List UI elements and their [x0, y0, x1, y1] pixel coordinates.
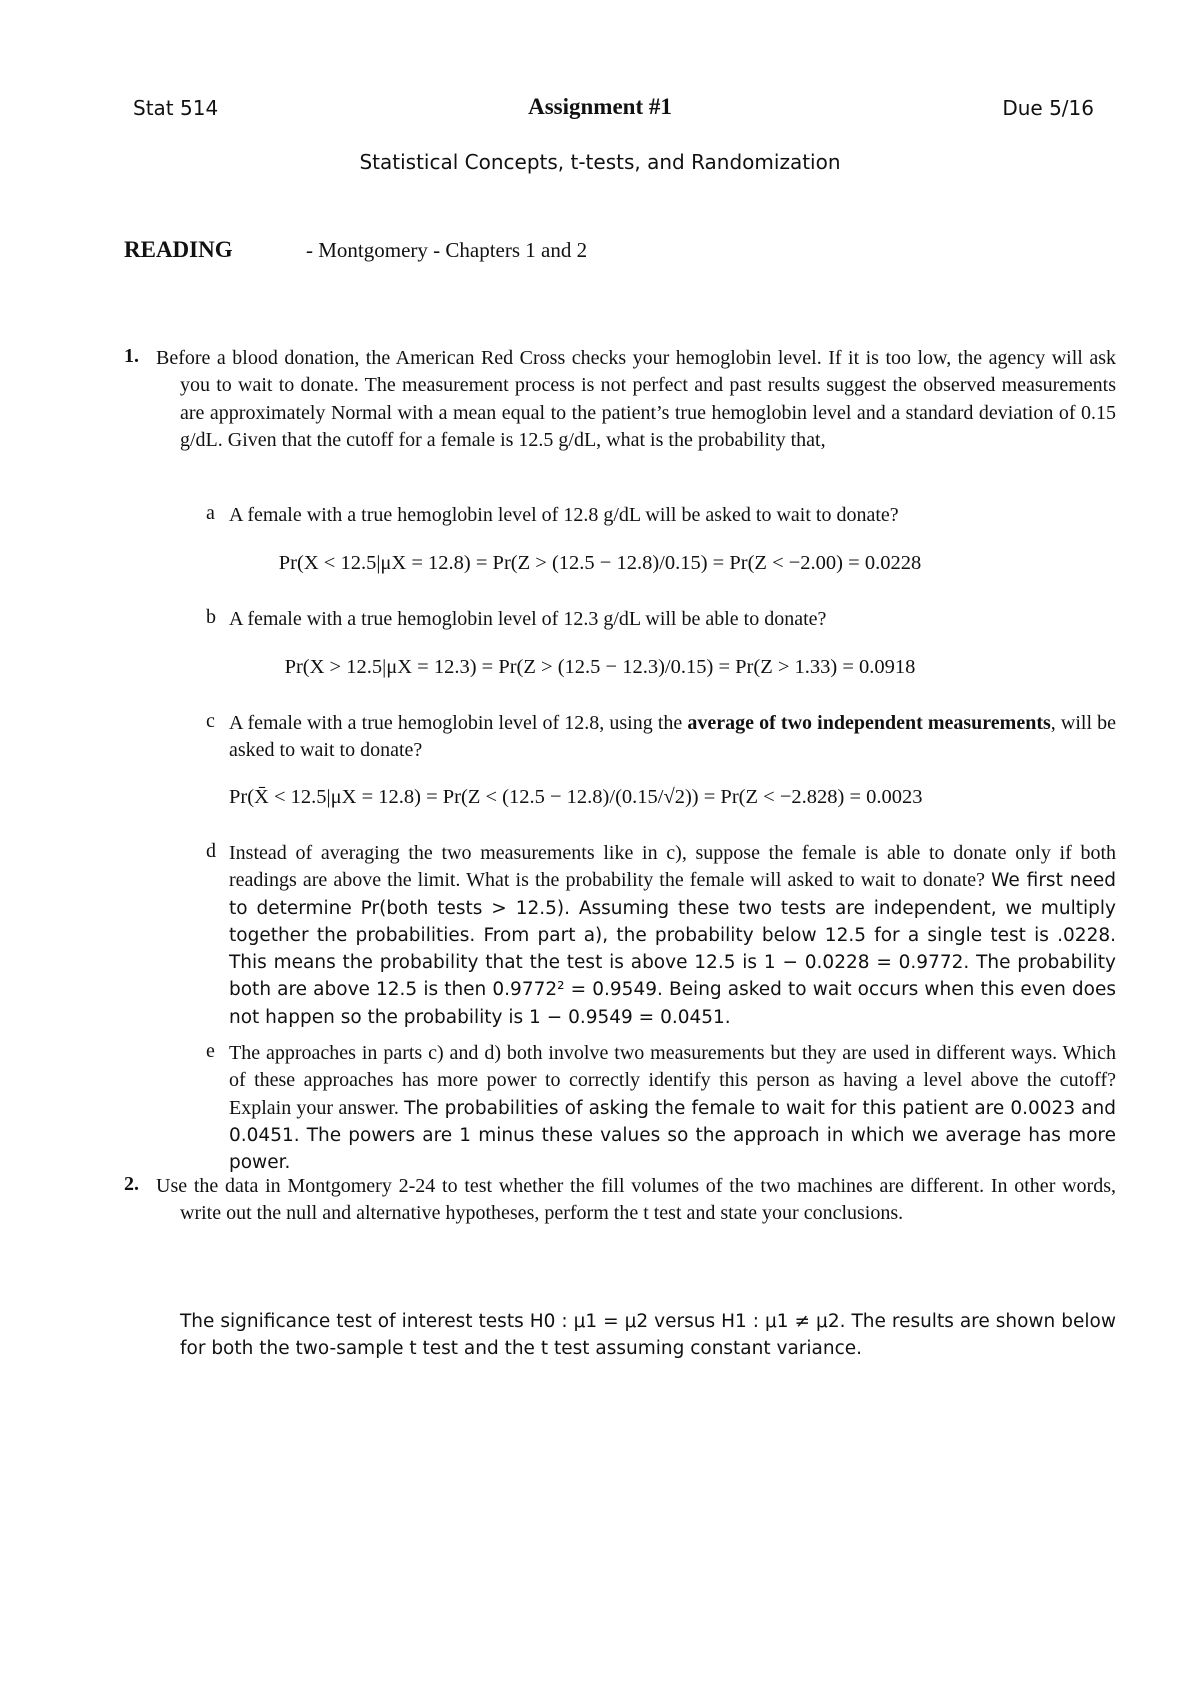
reading-label: READING: [124, 237, 233, 262]
assignment-title: Assignment #1: [528, 94, 672, 119]
question-1-intro: [156, 345, 1116, 454]
due-date: Due 5/16: [1002, 96, 1094, 120]
part-a-question: A female with a true hemoglobin level of 12.8 g/dL will be asked to wait to donate?: [229, 504, 899, 526]
reading-text: - Montgomery - Chapters 1 and 2: [306, 238, 588, 262]
part-e-question: The approaches in parts c) and d) both involve two measurements but they are used in different ways. Which of these approaches has more power to correctly identify this person as having a level above the cutoff? Explain your answer.: [229, 1042, 1116, 1119]
part-c-question: [229, 710, 1116, 765]
part-d-body: [229, 840, 1116, 1031]
question-2-text: [156, 1173, 1116, 1228]
part-e-answer: The probabilities of asking the female to wait for this patient are 0.0023 and 0.0451. The powers are 1 minus these values so the approach in which we average has more power.: [229, 1097, 1117, 1174]
course-label: Stat 514: [133, 96, 219, 120]
question-1-intro-text: Before a blood donation, the American Red Cross checks your hemoglobin level. If it is too low, the agency will ask you to wait to donate. The measurement process is not perfect and past results suggest the observed measurements are approximately Normal with a mean equal to the patient’s true hemoglobin level and a standard deviation of 0.15 g/dL. Given that the cutoff for a female is 12.5 g/dL, what is the probability that,: [156, 347, 1116, 451]
part-a-label: a: [206, 502, 215, 524]
question-2-question: Use the data in Montgomery 2-24 to test whether the fill volumes of the two machines are different. In other words, write out the null and alternative hypotheses, perform the t test and state your conclusions.: [156, 1175, 1116, 1225]
part-b-question: A female with a true hemoglobin level of 12.3 g/dL will be able to donate?: [229, 608, 827, 630]
part-c-question-bold: average of two independent measurements: [687, 712, 1051, 734]
part-a-equation-text: Pr(X < 12.5|μX = 12.8) = Pr(Z > (12.5 − 12.8)/0.15) = Pr(Z < −2.00) = 0.0228: [278, 552, 922, 574]
part-e-label: e: [206, 1040, 215, 1062]
question-2-number: 2.: [124, 1173, 139, 1195]
part-c-equation-text: Pr(X̄ < 12.5|μX = 12.8) = Pr(Z < (12.5 − 12.8)/(0.15/√2)) = Pr(Z < −2.828) = 0.0023: [229, 786, 923, 808]
part-b-equation: [0, 656, 1200, 679]
part-a-equation: [0, 552, 1200, 575]
part-d-answer: We first need to determine Pr(both tests > 12.5). Assuming these two tests are independent, we multiply together the probabilities. From part a), the probability below 12.5 for a single test is .0228. This means the probability that the test is above 12.5 is 1 − 0.0228 = 0.9772. The probability both are above 12.5 is then 0.9772² = 0.9549. Being asked to wait occurs when this even does not happen so the probability is 1 − 0.9549 = 0.0451.: [229, 870, 1117, 1028]
part-e-body: [229, 1040, 1116, 1176]
question-2-answer: The significance test of interest tests H0 : μ1 = μ2 versus H1 : μ1 ≠ μ2. The results are shown below for both the two-sample t test and the t test assuming constant variance.: [180, 1311, 1116, 1360]
part-b-label: b: [206, 606, 216, 628]
part-c-label: c: [206, 710, 215, 732]
assignment-subtitle: Statistical Concepts, t-tests, and Randomization: [359, 150, 841, 174]
question-1-number: 1.: [124, 345, 139, 367]
part-b-equation-text: Pr(X > 12.5|μX = 12.3) = Pr(Z > (12.5 − 12.3)/0.15) = Pr(Z > 1.33) = 0.0918: [284, 656, 916, 678]
part-c-question-post: , will be asked to wait to donate?: [229, 712, 1117, 762]
part-c-equation: [229, 786, 923, 809]
part-d-label: d: [206, 840, 216, 862]
part-d-question: Instead of averaging the two measurements like in c), suppose the female is able to donate only if both readings are above the limit. What is the probability the female will asked to wait to donate?: [229, 842, 1116, 892]
part-c-question-pre: A female with a true hemoglobin level of 12.8, using the: [229, 712, 683, 734]
